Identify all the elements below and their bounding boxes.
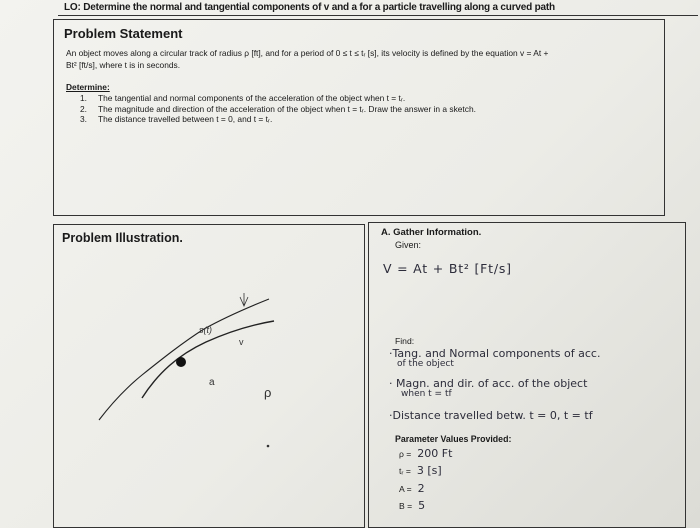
item-number: 3.	[80, 114, 87, 124]
determine-label: Determine:	[66, 82, 110, 92]
item-text: The distance travelled between t = 0, and t = tᵣ.	[98, 114, 273, 124]
find-item-2	[389, 378, 587, 400]
item-number: 1.	[80, 93, 87, 103]
s-label: s(t)	[199, 325, 212, 335]
item-number: 2.	[80, 103, 87, 114]
find-item-2-line-2: when t = tf	[401, 389, 452, 399]
param-row	[399, 464, 442, 477]
path-sketch	[54, 225, 364, 527]
find-label: Find:	[395, 336, 415, 346]
param-value: 2	[417, 482, 425, 495]
param-value: 3 [s]	[416, 464, 442, 477]
item-text: The magnitude and direction of the acceleration of the object when t = tᵣ. Draw the answer in a sketch.	[98, 103, 476, 114]
list-item	[80, 93, 476, 104]
item-text: The tangential and normal components of the acceleration of the object when t = tᵣ.	[98, 93, 406, 103]
param-row	[399, 447, 452, 460]
param-label: ρ =	[399, 449, 412, 459]
param-label: B =	[399, 501, 413, 511]
parameter-title: Parameter Values Provided:	[395, 434, 512, 444]
param-label: A =	[399, 484, 412, 494]
param-label: tᵣ =	[399, 466, 411, 476]
gather-title: A. Gather Information.	[381, 227, 482, 238]
param-row	[399, 482, 425, 495]
arrow-icon	[240, 293, 248, 306]
param-value: 5	[418, 499, 426, 512]
learning-objective: LO: Determine the normal and tangential components of v and a for a particle travelling along a curved path	[64, 2, 555, 13]
problem-text-line-1: An object moves along a circular track of radius ρ [ft], and for a period of 0 ≤ t ≤ tᵣ [s], its velocity is defined by the equation v = At +	[66, 48, 549, 58]
find-item-1	[389, 348, 600, 370]
find-item-2-line-1: · Magn. and dir. of acc. of the object	[389, 377, 588, 390]
gather-information-box	[368, 222, 686, 528]
find-item-1-line-2: of the object	[397, 359, 454, 369]
illustration-title: Problem Illustration.	[62, 231, 183, 245]
problem-text-line-2: Bt² [ft/s], where t is in seconds.	[66, 59, 181, 70]
arrow-label: v	[239, 337, 244, 347]
problem-illustration-box	[53, 224, 365, 528]
find-item-3: ·Distance travelled betw. t = 0, t = tf	[389, 409, 593, 422]
particle-dot	[176, 357, 186, 367]
given-label: Given:	[395, 240, 422, 250]
a-label: a	[209, 377, 215, 388]
list-item	[80, 104, 476, 115]
header-rule	[58, 15, 698, 16]
problem-text	[66, 48, 654, 71]
rho-label: ρ	[264, 385, 272, 400]
determine-list	[80, 93, 476, 125]
find-item-1-line-1: ·Tang. and Normal components of acc.	[389, 347, 601, 360]
list-item	[80, 114, 476, 125]
problem-statement-title: Problem Statement	[64, 26, 183, 41]
velocity-equation: V = At + Bt² [Ft/s]	[383, 261, 512, 276]
param-value: 200 Ft	[417, 447, 453, 460]
problem-statement-box	[53, 19, 665, 216]
param-row	[399, 499, 425, 512]
center-dot	[267, 445, 270, 448]
